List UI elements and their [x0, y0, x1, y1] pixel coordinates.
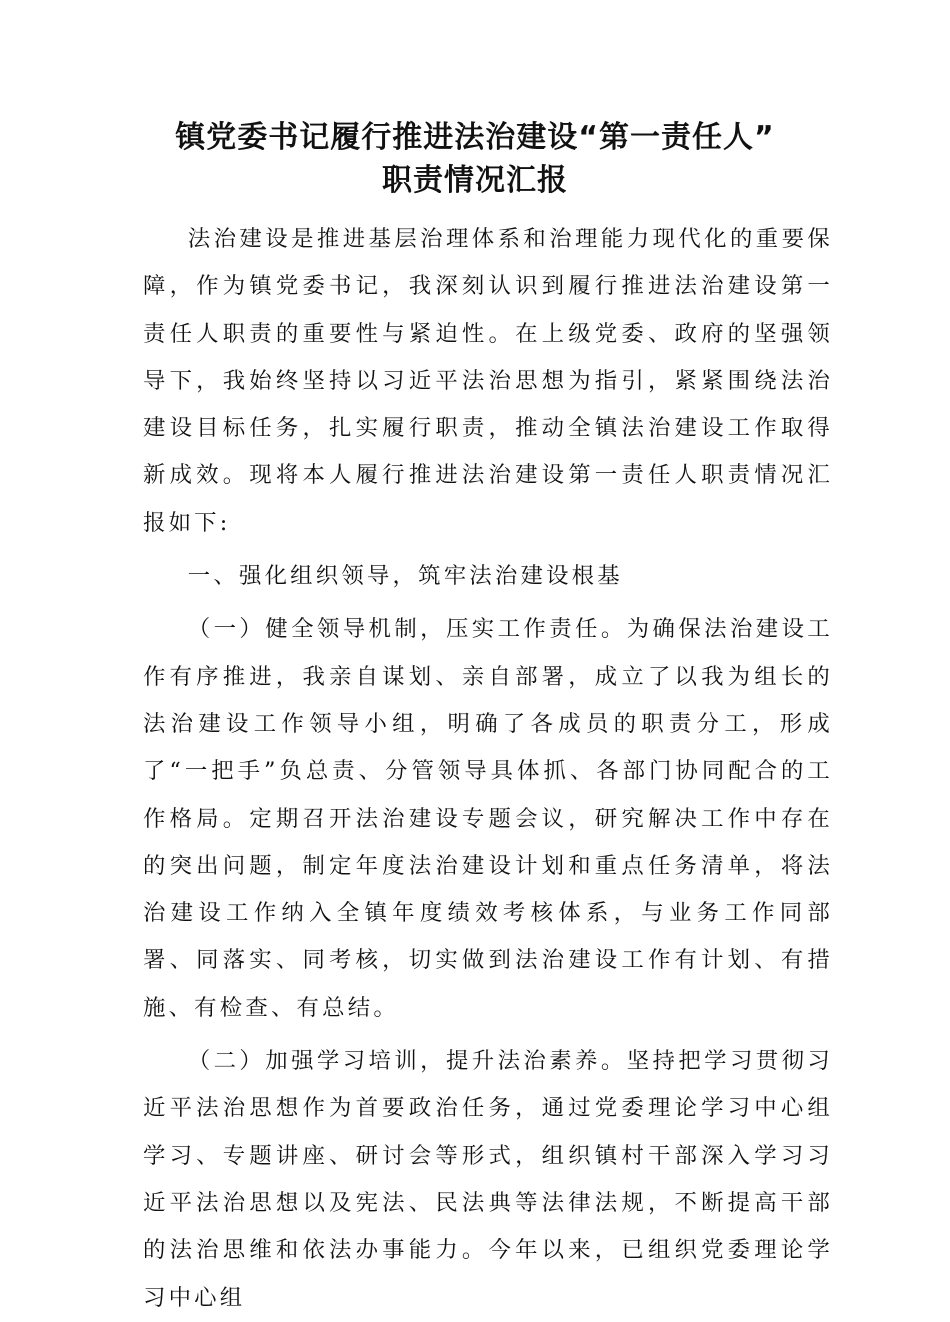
section-heading-1: 一、强化组织领导，筑牢法治建设根基 — [187, 563, 623, 590]
paragraph-subsection-2: （二）加强学习培训，提升法治素养。坚持把学习贯彻习近平法治思想作为首要政治任务，通过党委理论学习中心组学习、专题讲座、研讨会等形式，组织镇村干部深入学习习近平法治思想以及宪法、民法典等法律法规，不断提高干部的法治思维和依法办事能力。今年以来，已组织党委理论学习中心组 — [143, 1048, 833, 1311]
paragraph-intro: 法治建设是推进基层治理体系和治理能力现代化的重要保障，作为镇党委书记，我深刻认识到履行推进法治建设第一责任人职责的重要性与紧迫性。在上级党委、政府的坚强领导下，我始终坚持以习近平法治思想为指引，紧紧围绕法治建设目标任务，扎实履行职责，推动全镇法治建设工作取得新成效。现将本人履行推进法治建设第一责任人职责情况汇报如下: — [143, 226, 833, 536]
document-title-line-2: 职责情况汇报 — [382, 163, 568, 198]
document-title-line-1: 镇党委书记履行推进法治建设“第一责任人” — [175, 120, 775, 155]
document-body — [143, 216, 833, 1322]
paragraph-subsection-1: （一）健全领导机制，压实工作责任。为确保法治建设工作有序推进，我亲自谋划、亲自部署，成立了以我为组长的法治建设工作领导小组，明确了各成员的职责分工，形成了“一把手”负总责、分管领导具体抓、各部门协同配合的工作格局。定期召开法治建设专题会议，研究解决工作中存在的突出问题，制定年度法治建设计划和重点任务清单，将法治建设工作纳入全镇年度绩效考核体系，与业务工作同部署、同落实、同考核，切实做到法治建设工作有计划、有措施、有检查、有总结。 — [143, 616, 833, 1021]
